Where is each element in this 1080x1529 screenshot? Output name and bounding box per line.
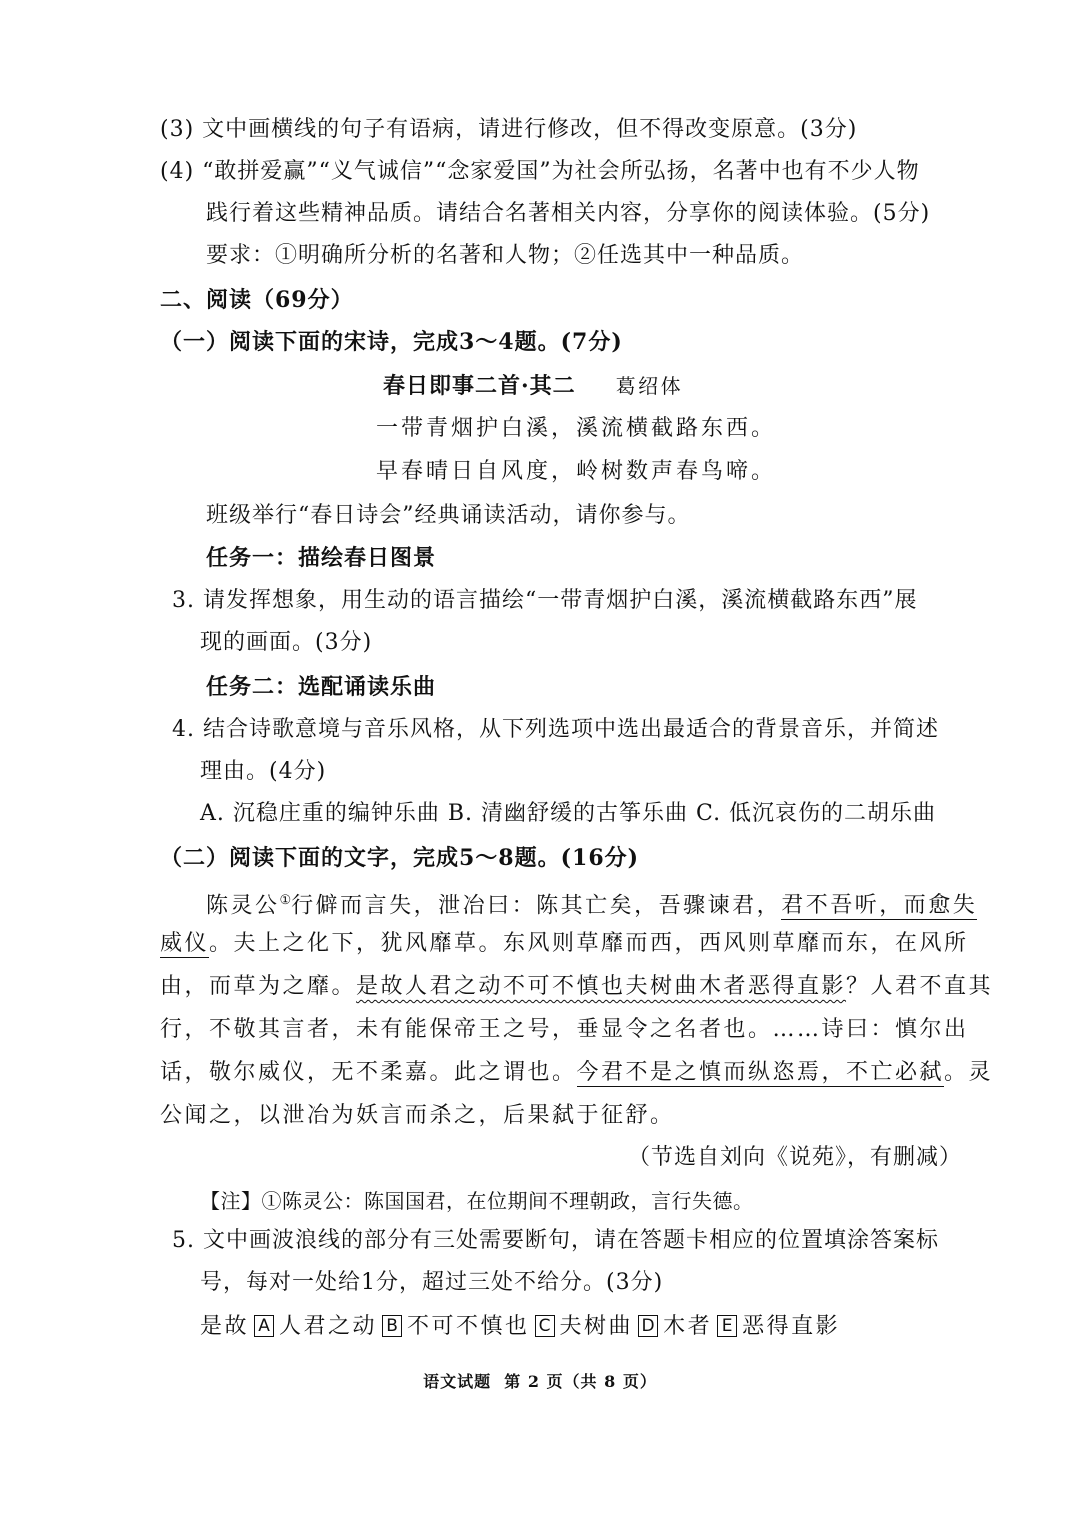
- passage-line4: 行，不敬其言者，未有能保帝王之号，垂显令之名者也。……诗曰：慎尔出: [160, 1017, 969, 1042]
- break-box-e: E: [717, 1315, 737, 1337]
- q4b-line1: 4. 结合诗歌意境与音乐风格，从下列选项中选出最适合的背景音乐，并简述: [172, 717, 939, 742]
- footnote-marker: ①: [279, 893, 292, 908]
- break-box-c: C: [535, 1315, 555, 1337]
- q3-text: (3) 文中画横线的句子有语病，请进行修改，但不得改变原意。(3分): [160, 117, 858, 142]
- segment-1: 人君之动: [279, 1314, 378, 1339]
- break-box-a: A: [254, 1315, 274, 1337]
- section2-title: 二、阅读（69分）: [160, 287, 354, 313]
- q3b-line1: 3. 请发挥想象，用生动的语言描绘“一带青烟护白溪，溪流横截路东西”展: [172, 588, 918, 613]
- q5-segments: [200, 1312, 840, 1342]
- task2-heading: 任务二：选配诵读乐曲: [206, 674, 437, 700]
- passage-l3b: ？人君不直其: [846, 974, 994, 999]
- part2-title: （二）阅读下面的文字，完成5～8题。(16分): [160, 845, 640, 871]
- passage-line2: [160, 929, 969, 959]
- poem-line1: 一带青烟护白溪，溪流横截路东西。: [376, 416, 777, 441]
- break-box-b: B: [382, 1315, 402, 1337]
- passage-line6: 公闻之，以泄冶为妖言而杀之，后果弑于征舒。: [160, 1103, 675, 1128]
- q4b-line2: 理由。(4分): [200, 759, 327, 784]
- page-footer: 语文试题 第 2 页（共 8 页）: [423, 1372, 657, 1391]
- underlined-sentence-part2: 威仪: [160, 931, 210, 956]
- q5-line2: 号，每对一处给1分，超过三处不给分。(3分): [200, 1270, 664, 1295]
- activity-intro: 班级举行“春日诗会”经典诵读活动，请你参与。: [206, 503, 691, 528]
- q4-requirement: 要求：①明确所分析的名著和人物；②任选其中一种品质。: [206, 243, 805, 268]
- passage-source: （节选自刘向《说苑》，有删减）: [627, 1145, 962, 1170]
- q5-line1: 5. 文中画波浪线的部分有三处需要断句，请在答题卡相应的位置填涂答案标: [172, 1228, 939, 1253]
- q4b-options: A. 沉稳庄重的编钟乐曲 B. 清幽舒缓的古筝乐曲 C. 低沉哀伤的二胡乐曲: [200, 801, 937, 826]
- passage-l1b: 行僻而言失，泄冶曰：陈其亡矣，吾骤谏君，: [291, 893, 782, 919]
- passage-line5: [160, 1058, 993, 1088]
- underlined-sentence-part1: 君不吾听，而愈失: [781, 893, 978, 919]
- passage-line3: [160, 972, 993, 1002]
- underlined-sentence-2: 今君不是之慎而纵恣焉，不亡必弑: [576, 1060, 945, 1085]
- poem-title: 春日即事二首·其二: [383, 373, 576, 399]
- poem-author: 葛绍体: [615, 374, 684, 398]
- poem-line2: 早春晴日自风度，岭树数声春鸟啼。: [376, 459, 777, 484]
- poem-heading: [383, 371, 683, 402]
- q3b-line2: 现的画面。(3分): [200, 630, 373, 655]
- segment-0: 是故: [200, 1314, 250, 1339]
- task1-heading: 任务一：描绘春日图景: [206, 545, 437, 571]
- q4-line1: (4) “敢拼爱赢”“义气诚信”“念家爱国”为社会所弘扬，名著中也有不少人物: [160, 159, 920, 184]
- segment-3: 夫树曲: [559, 1314, 634, 1339]
- q4-line2: 践行着这些精神品质。请结合名著相关内容，分享你的阅读体验。(5分): [206, 201, 931, 226]
- passage-l5b: 。灵: [944, 1060, 994, 1085]
- footnote: 【注】①陈灵公：陈国国君，在位期间不理朝政，言行失德。: [200, 1189, 754, 1213]
- part1-title: （一）阅读下面的宋诗，完成3～4题。(7分): [160, 329, 623, 355]
- passage-l1a: 陈灵公: [206, 893, 280, 919]
- passage-l5a: 话，敬尔威仪，无不柔嘉。此之谓也。: [160, 1060, 577, 1085]
- passage-l2b: 。夫上之化下，犹风靡草。东风则草靡而西，西风则草靡而东，在风所: [209, 931, 969, 956]
- segment-2: 不可不慎也: [407, 1314, 530, 1339]
- break-box-d: D: [638, 1315, 658, 1337]
- segment-5: 恶得直影: [742, 1314, 841, 1339]
- segment-4: 木者: [663, 1314, 713, 1339]
- passage-l3a: 由，而草为之靡。: [160, 974, 357, 999]
- passage-line1: [206, 886, 977, 921]
- wavy-underlined-sentence: 是故人君之动不可不慎也夫树曲木者恶得直影: [356, 974, 847, 999]
